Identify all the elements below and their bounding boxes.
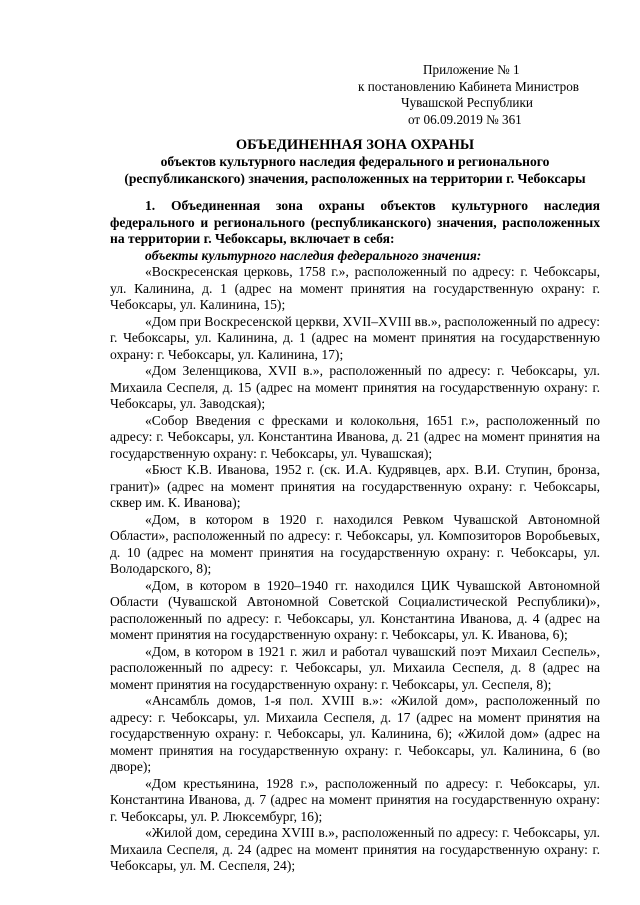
intro-paragraph: 1. Объединенная зона охраны объектов культурного наследия федерального и регионального (республиканского) значения, расположенных на территории г. Чебоксары, включает в себя: bbox=[110, 198, 600, 246]
appendix-reference: к постановлению Кабинета Министров bbox=[358, 78, 580, 94]
list-item: «Бюст К.В. Иванова, 1952 г. (ск. И.А. Кудрявцев, арх. В.И. Ступин, бронза, гранит)» (адрес на момент принятия на государственную охрану: г. Чебоксары, сквер им. К. Иванова); bbox=[110, 462, 600, 510]
list-item: «Ансамбль домов, 1-я пол. XVIII в.»: «Жилой дом», расположенный по адресу: г. Чебоксары, ул. Михаила Сеспеля, д. 17 (адрес на момент принятия на государственную охрану: г. Чебоксары, ул. Калинина, 6); «Жилой дом» (адрес на момент принятия на государственную охрану: г. Чебоксары, ул. Калинина, 6 (во дворе); bbox=[110, 693, 600, 774]
list-item: «Дом при Воскресенской церкви, XVII–XVIII вв.», расположенный по адресу: г. Чебоксары, ул. Калинина, д. 1 (адрес на момент принятия на государственную охрану: г. Чебоксары, ул. Калинина, 17); bbox=[110, 313, 600, 362]
list-item: «Дом крестьянина, 1928 г.», расположенный по адресу: г. Чебоксары, ул. Константина Иванова, д. 7 (адрес на момент принятия на государственную охрану: г. Чебоксары, ул. Р. Люксембург, 16); bbox=[110, 775, 600, 824]
appendix-date-number: от 06.09.2019 № 361 bbox=[408, 111, 522, 127]
list-item: «Собор Введения с фресками и колокольня, 1651 г.», расположенный по адресу: г. Чебоксары, ул. Константина Иванова, д. 21 (адрес на момент принятия на государственную охрану: г. Чебоксары, ул. Чувашская); bbox=[110, 412, 600, 461]
title-subtitle-line-1: объектов культурного наследия федерального и регионального bbox=[160, 154, 550, 169]
list-item: «Дом, в котором в 1921 г. жил и работал чувашский поэт Михаил Сеспель», расположенный по адресу: г. Чебоксары, ул. Михаила Сеспеля, д. 8 (адрес на момент принятия на государственную охрану: г. Чебоксары, ул. Сеспеля, 8); bbox=[110, 643, 600, 692]
list-item: «Дом, в котором в 1920 г. находился Ревком Чувашской Автономной Области», расположенный по адресу: г. Чебоксары, ул. Композиторов Воробьевых, д. 10 (адрес на момент принятия на государственную охрану: г. Чебоксары, ул. Володарского, 8); bbox=[110, 511, 600, 576]
list-item: «Жилой дом, середина XVIII в.», расположенный по адресу: г. Чебоксары, ул. Михаила Сеспеля, д. 24 (адрес на момент принятия на государственную охрану: г. Чебоксары, ул. М. Сеспеля, 24); bbox=[110, 825, 600, 873]
appendix-issuer: Чувашской Республики bbox=[401, 95, 533, 110]
document-body bbox=[110, 196, 600, 875]
list-item: «Воскресенская церковь, 1758 г.», расположенный по адресу: г. Чебоксары, ул. Калинина, д. 1 (адрес на момент принятия на государственную охрану: г. Чебоксары, ул. Калинина, 15); bbox=[110, 264, 600, 312]
appendix-header bbox=[345, 62, 605, 128]
list-item: «Дом Зеленщикова, XVII в.», расположенный по адресу: г. Чебоксары, ул. Михаила Сеспеля, д. 15 (адрес на момент принятия на государственную охрану: г. Чебоксары, ул. Заводская); bbox=[110, 363, 600, 411]
document-title bbox=[110, 137, 600, 187]
appendix-number: Приложение № 1 bbox=[423, 62, 520, 77]
list-item: «Дом, в котором в 1920–1940 гг. находился ЦИК Чувашской Автономной Области (Чувашской Автономной Советской Социалистической Республики)», расположенный по адресу: г. Чебоксары, ул. Константина Иванова, д. 4 (адрес на момент принятия на государственную охрану: г. Чебоксары, ул. К. Иванова, 6); bbox=[110, 577, 600, 642]
title-subtitle-line-2: (республиканского) значения, расположенных на территории г. Чебоксары bbox=[124, 170, 586, 186]
title-main: ОБЪЕДИНЕННАЯ ЗОНА ОХРАНЫ bbox=[235, 137, 475, 153]
federal-objects-subheading: объекты культурного наследия федерального значения: bbox=[145, 247, 482, 263]
